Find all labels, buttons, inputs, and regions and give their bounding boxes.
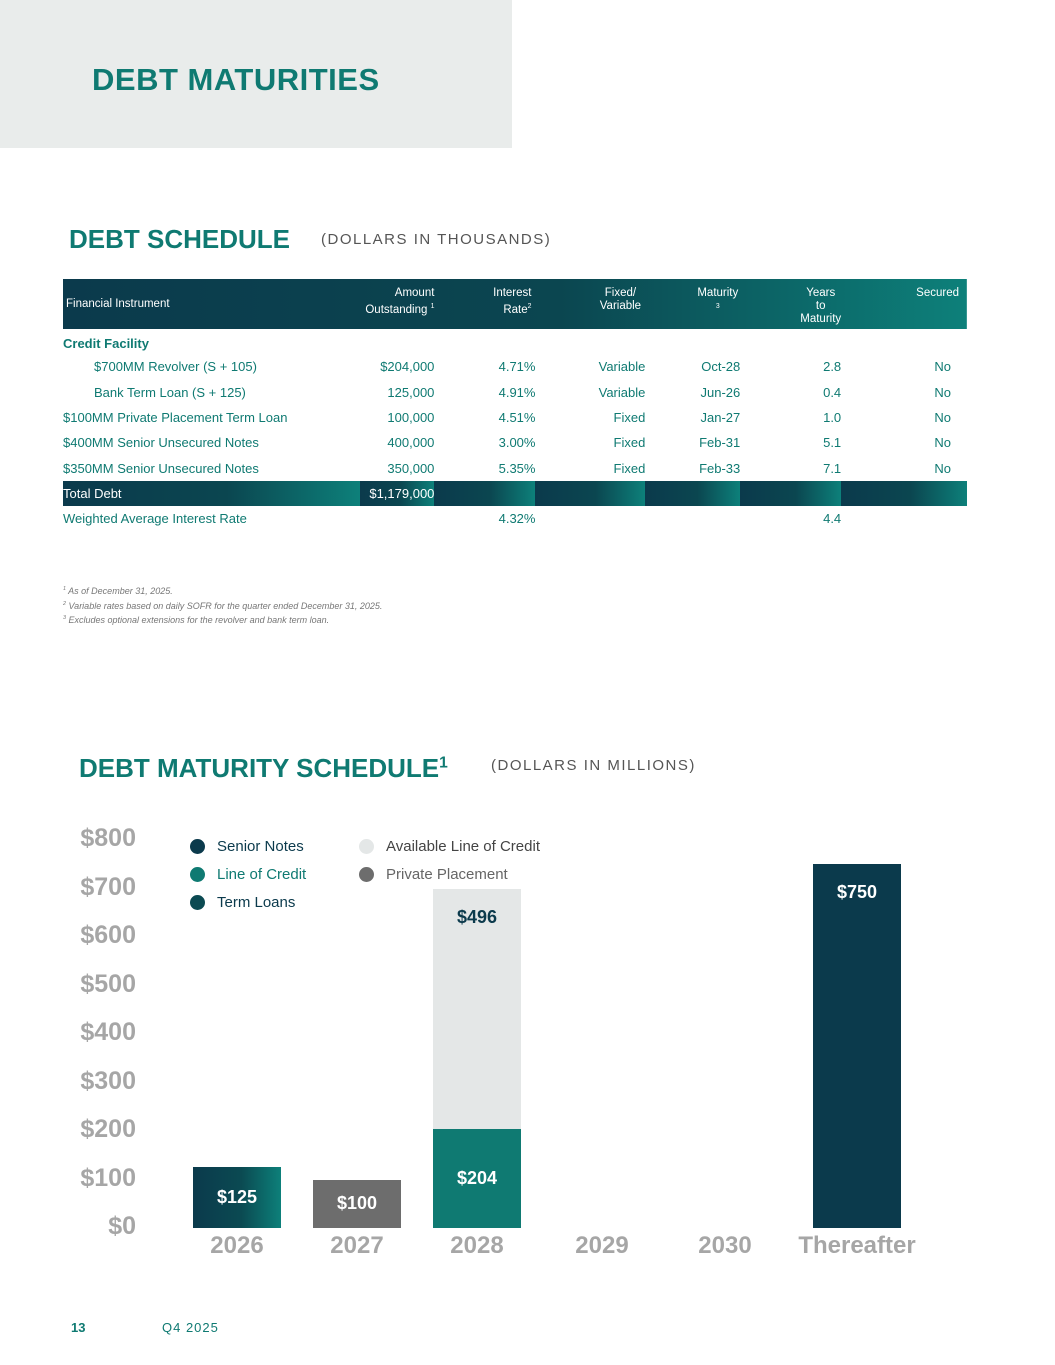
cell-type: Fixed (613, 460, 646, 476)
cell-rate: 5.35% (498, 460, 536, 476)
footnotes (63, 583, 382, 627)
footnote: $^3$ Excludes optional extensions for the revolver and bank term loan. (63, 615, 330, 625)
header-rate: Interest Rate$^2$ (493, 287, 532, 316)
cell-amount: 350,000 (387, 460, 435, 476)
cell-type: Fixed (613, 435, 646, 451)
weighted-rate: 4.32% (498, 511, 536, 527)
category-row (63, 329, 967, 354)
cell-years: 5.1 (823, 435, 842, 451)
cell-maturity: Oct-28 (701, 359, 741, 375)
legend-item (359, 838, 540, 855)
legend-item (190, 894, 295, 911)
cell-secured: No (934, 384, 951, 400)
category-label: Credit Facility (63, 336, 149, 352)
table-row (63, 405, 967, 430)
table-row (63, 354, 967, 379)
cell-instrument: Bank Term Loan (S + 125) (94, 384, 246, 400)
x-tick-label: 2029 (575, 1232, 629, 1259)
cell-amount: 125,000 (387, 384, 435, 400)
y-tick-label: $800 (80, 824, 136, 852)
maturity-chart-subtitle: (DOLLARS IN MILLIONS) (491, 757, 696, 774)
x-tick-label: Thereafter (798, 1232, 916, 1259)
cell-type: Fixed (613, 410, 646, 426)
weighted-label: Weighted Average Interest Rate (63, 511, 247, 527)
cell-secured: No (934, 410, 951, 426)
cell-maturity: Feb-33 (699, 460, 741, 476)
cell-rate: 4.91% (498, 384, 536, 400)
cell-secured: No (934, 460, 951, 476)
cell-amount: 100,000 (387, 410, 435, 426)
y-tick-label: $0 (108, 1212, 136, 1240)
debt-schedule-subtitle: (DOLLARS IN THOUSANDS) (321, 231, 552, 248)
cell-years: 2.8 (823, 359, 842, 375)
maturity-chart-title: DEBT MATURITY SCHEDULE$^1$ (79, 753, 448, 783)
page-title: DEBT MATURITIES (92, 62, 380, 97)
legend-item (190, 838, 304, 855)
cell-years: 0.4 (823, 384, 842, 400)
footnote: $^2$ Variable rates based on daily SOFR for the quarter ended December 31, 2025. (63, 600, 383, 611)
header-instrument: Financial Instrument (66, 297, 170, 310)
cell-amount: $204,000 (380, 359, 435, 375)
table-header-row (63, 279, 967, 329)
header-amount: Amount Outstanding $^1$ (365, 287, 435, 316)
cell-years: 7.1 (823, 460, 842, 476)
y-tick-label: $200 (80, 1115, 136, 1143)
footnote: $^1$ As of December 31, 2025. (63, 586, 173, 596)
cell-instrument: $700MM Revolver (S + 105) (94, 359, 257, 375)
x-tick-label: 2027 (330, 1232, 384, 1259)
legend-label: Term Loans (217, 894, 296, 911)
bar-data-label: $496 (456, 906, 498, 927)
cell-type: Variable (598, 384, 646, 400)
cell-rate: 4.51% (498, 410, 536, 426)
bar-data-label: $750 (836, 882, 878, 903)
table-row (63, 430, 967, 455)
table-row (63, 380, 967, 405)
y-tick-label: $700 (80, 872, 136, 901)
y-tick-label: $600 (80, 921, 136, 949)
header-secured: Secured (916, 287, 959, 299)
total-amount: $1,179,000 (360, 481, 435, 506)
legend-item (190, 866, 306, 883)
cell-instrument: $100MM Private Placement Term Loan (63, 410, 288, 426)
bar-senior-notes (813, 864, 901, 1228)
legend-swatch (190, 867, 205, 882)
cell-rate: 3.00% (498, 435, 536, 451)
cell-maturity: Jun-26 (700, 384, 741, 400)
total-row (63, 481, 967, 506)
cell-years: 1.0 (823, 410, 842, 426)
legend-label: Senior Notes (217, 838, 304, 855)
table-row (63, 455, 967, 480)
debt-schedule-table (63, 279, 967, 531)
weighted-row (63, 506, 967, 531)
x-tick-label: 2026 (210, 1232, 264, 1259)
bar-data-label: $125 (216, 1186, 258, 1207)
cell-maturity: Jan-27 (700, 410, 741, 426)
cell-rate: 4.71% (498, 359, 536, 375)
cell-instrument: $400MM Senior Unsecured Notes (63, 435, 259, 451)
cell-type: Variable (598, 359, 646, 375)
legend-swatch (359, 839, 374, 854)
x-tick-label: 2028 (450, 1232, 504, 1259)
header-fixed-variable: Fixed/ Variable (599, 287, 642, 312)
header-years: Years to Maturity (800, 287, 842, 325)
cell-instrument: $350MM Senior Unsecured Notes (63, 460, 259, 476)
header-maturity: Maturity $^3$ (697, 287, 739, 310)
y-tick-label: $500 (80, 969, 136, 998)
cell-maturity: Feb-31 (699, 435, 741, 451)
y-tick-label: $300 (80, 1066, 136, 1095)
bar-data-label: $100 (336, 1192, 378, 1213)
debt-schedule-title: DEBT SCHEDULE (69, 224, 291, 254)
legend-label: Line of Credit (217, 866, 307, 883)
x-tick-label: 2030 (698, 1232, 752, 1259)
page-period: Q4 2025 (162, 1320, 219, 1335)
weighted-years: 4.4 (823, 511, 842, 527)
y-tick-label: $100 (80, 1163, 136, 1192)
bar-data-label: $204 (456, 1167, 498, 1188)
y-tick-label: $400 (80, 1018, 136, 1046)
legend-label: Private Placement (386, 866, 508, 883)
cell-amount: 400,000 (387, 435, 435, 451)
legend-item (359, 866, 508, 883)
legend-swatch (359, 867, 374, 882)
legend-swatch (190, 895, 205, 910)
cell-secured: No (934, 435, 951, 451)
page-number: 13 (71, 1320, 86, 1335)
legend-swatch (190, 839, 205, 854)
total-label: Total Debt (63, 481, 360, 506)
cell-secured: No (934, 359, 951, 375)
legend-label: Available Line of Credit (386, 838, 540, 855)
